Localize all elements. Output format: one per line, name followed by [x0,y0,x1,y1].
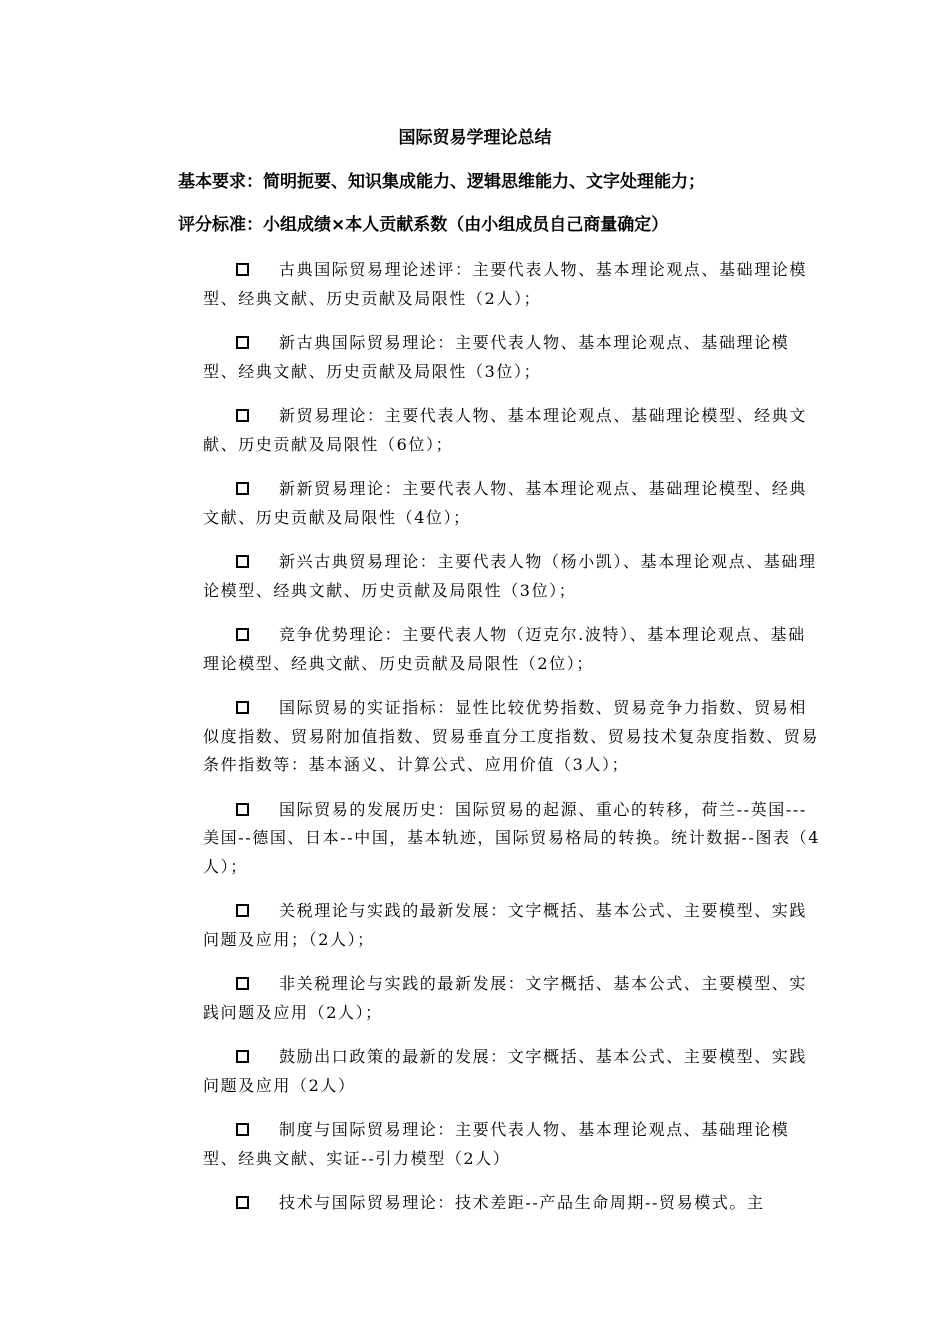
list-item [203,548,823,605]
list-item-text: 非关税理论与实践的最新发展：文字概括、基本公式、主要模型、实践问题及应用（2人）； [203,974,808,1022]
list-item [203,897,823,954]
list-item [203,475,823,532]
list-item-text: 竞争优势理论：主要代表人物（迈克尔.波特）、基本理论观点、基础理论模型、经典文献、历史贡献及局限性（2位）； [203,625,806,673]
list-item [203,621,823,678]
list-item [203,329,823,386]
list-item-text: 技术与国际贸易理论：技术差距--产品生命周期--贸易模式。主 [279,1193,765,1212]
list-item-text: 鼓励出口政策的最新的发展：文字概括、基本公式、主要模型、实践问题及应用（2人） [203,1047,808,1095]
list-item-text: 新贸易理论：主要代表人物、基本理论观点、基础理论模型、经典文献、历史贡献及局限性（6位）； [203,406,808,454]
list-item-text: 国际贸易的发展历史：国际贸易的起源、重心的转移，荷兰--英国---美国--德国、日本--中国，基本轨迹，国际贸易格局的转换。统计数据--图表（4人）； [203,799,821,876]
square-bullet-icon [236,628,249,641]
square-bullet-icon [236,803,249,816]
square-bullet-icon [236,409,249,422]
square-bullet-icon [236,701,249,714]
topic-list [203,256,823,1234]
square-bullet-icon [236,482,249,495]
list-item [203,694,823,780]
scoring-standard: 评分标准：小组成绩×本人贡献系数（由小组成员自己商量确定） [178,215,669,235]
square-bullet-icon [236,977,249,990]
square-bullet-icon [236,904,249,917]
square-bullet-icon [236,1196,249,1209]
basic-requirements: 基本要求：简明扼要、知识集成能力、逻辑思维能力、文字处理能力； [178,172,705,192]
list-item [203,1116,823,1173]
list-item-text: 新古典国际贸易理论：主要代表人物、基本理论观点、基础理论模型、经典文献、历史贡献及局限性（3位）； [203,333,790,381]
list-item-text: 新新贸易理论：主要代表人物、基本理论观点、基础理论模型、经典文献、历史贡献及局限性（4位）； [203,479,808,527]
list-item-text: 新兴古典贸易理论：主要代表人物（杨小凯）、基本理论观点、基础理论模型、经典文献、历史贡献及局限性（3位）； [203,552,817,600]
list-item-text: 制度与国际贸易理论：主要代表人物、基本理论观点、基础理论模型、经典文献、实证--引力模型（2人） [203,1120,790,1168]
square-bullet-icon [236,336,249,349]
list-item [203,796,823,882]
list-item-text: 关税理论与实践的最新发展：文字概括、基本公式、主要模型、实践问题及应用；（2人）； [203,901,808,949]
list-item [203,402,823,459]
list-item-text: 古典国际贸易理论述评：主要代表人物、基本理论观点、基础理论模型、经典文献、历史贡献及局限性（2人）； [203,260,808,308]
list-item [203,970,823,1027]
list-item-text: 国际贸易的实证指标：显性比较优势指数、贸易竞争力指数、贸易相似度指数、贸易附加值指数、贸易垂直分工度指数、贸易技术复杂度指数、贸易条件指数等：基本涵义、计算公式、应用价值（3人）； [203,698,820,774]
list-item [203,256,823,313]
document-title: 国际贸易学理论总结 [398,128,552,148]
square-bullet-icon [236,1123,249,1136]
square-bullet-icon [236,1050,249,1063]
square-bullet-icon [236,263,249,276]
square-bullet-icon [236,555,249,568]
list-item [203,1189,823,1218]
list-item [203,1043,823,1100]
